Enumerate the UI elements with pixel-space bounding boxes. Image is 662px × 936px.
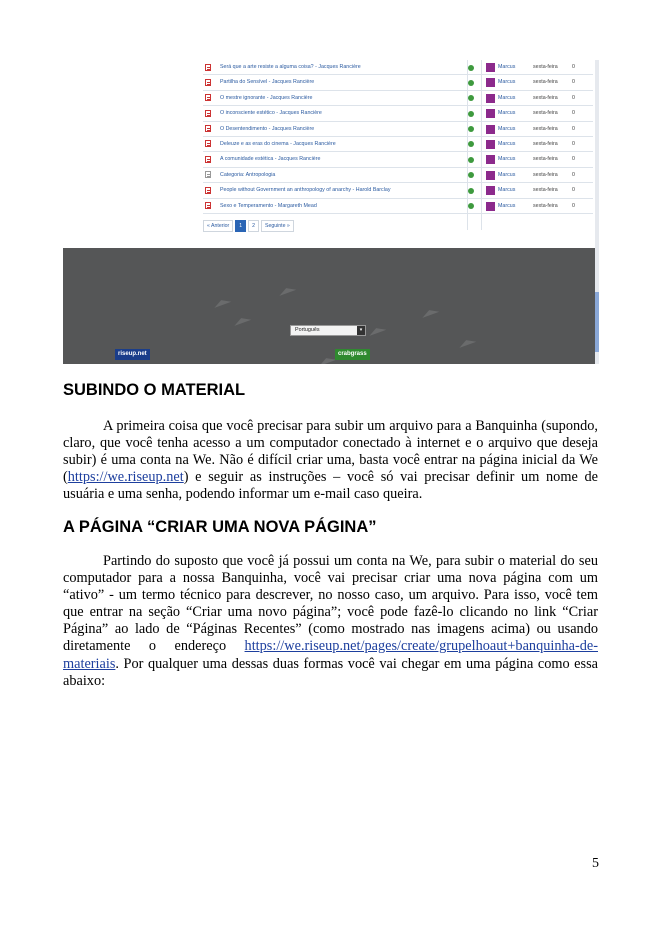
table-row[interactable] bbox=[203, 122, 593, 137]
avatar bbox=[486, 125, 495, 134]
comment-count: 0 bbox=[572, 64, 575, 70]
section-heading-criar-pagina: A PÁGINA “CRIAR UMA NOVA PÁGINA” bbox=[63, 518, 377, 536]
scrollbar[interactable] bbox=[595, 60, 599, 364]
paragraph-subindo bbox=[63, 418, 598, 503]
pdf-icon bbox=[205, 94, 211, 101]
status-dot-icon bbox=[468, 65, 474, 71]
chevron-down-icon: ▾ bbox=[357, 326, 365, 335]
updated-day: sexta-feira bbox=[533, 110, 558, 117]
paragraph-text: A primeira coisa que você precisar para subir um arquivo para a Banquinha (supondo, claro, que você tenha acesso a um computador conectado à internet e o arquivo que deseja subir) é uma conta na We. Não é difícil criar uma, basta você entrar na página inicial da We ( bbox=[63, 418, 598, 486]
user-link[interactable]: Marcus bbox=[498, 94, 516, 101]
comment-count: 0 bbox=[572, 140, 575, 147]
column-divider bbox=[481, 60, 482, 230]
table-row[interactable] bbox=[203, 106, 593, 121]
table-row[interactable] bbox=[203, 60, 593, 75]
table-row[interactable] bbox=[203, 183, 593, 198]
updated-day: sexta-feira bbox=[533, 79, 558, 86]
pdf-icon bbox=[205, 110, 211, 117]
updated-day: sexta-feira bbox=[533, 156, 558, 163]
page-title-link[interactable]: O inconsciente estético - Jacques Rancière bbox=[220, 110, 322, 117]
bird-decoration bbox=[278, 285, 297, 296]
table-row[interactable] bbox=[203, 168, 593, 183]
avatar bbox=[486, 140, 495, 149]
updated-day: sexta-feira bbox=[533, 64, 558, 70]
paragraph-text: . Por qualquer uma dessas duas formas você vai chegar em uma página como essa abaixo: bbox=[63, 655, 598, 689]
avatar bbox=[486, 78, 495, 87]
updated-day: sexta-feira bbox=[533, 140, 558, 147]
user-link[interactable]: Marcus bbox=[498, 187, 516, 194]
pdf-icon bbox=[205, 187, 211, 194]
page-title-link[interactable]: Partilha do Sensível - Jacques Rancière bbox=[220, 79, 315, 86]
crabgrass-description bbox=[335, 364, 565, 365]
riseup-description bbox=[115, 364, 305, 365]
comment-count: 0 bbox=[572, 202, 575, 209]
table-row[interactable] bbox=[203, 152, 593, 167]
pagination bbox=[203, 220, 294, 232]
we-riseup-link[interactable]: https://we.riseup.net bbox=[67, 469, 184, 486]
comment-count: 0 bbox=[572, 94, 575, 101]
user-link[interactable]: Marcus bbox=[498, 171, 516, 178]
user-link[interactable]: Marcus bbox=[498, 64, 516, 70]
bird-decoration bbox=[368, 325, 387, 336]
bird-decoration bbox=[318, 355, 337, 364]
pagination-page-1[interactable]: 1 bbox=[235, 220, 246, 232]
table-row[interactable] bbox=[203, 91, 593, 106]
pagination-next[interactable]: Seguinte » bbox=[261, 220, 294, 232]
table-row[interactable] bbox=[203, 199, 593, 214]
avatar bbox=[486, 94, 495, 103]
user-link[interactable]: Marcus bbox=[498, 156, 516, 163]
updated-day: sexta-feira bbox=[533, 171, 558, 178]
table-row[interactable] bbox=[203, 75, 593, 90]
status-dot-icon bbox=[468, 188, 474, 194]
page-title-link[interactable]: A comunidade estética - Jacques Rancière bbox=[220, 156, 321, 163]
pdf-icon bbox=[205, 79, 211, 86]
bird-decoration bbox=[458, 337, 477, 348]
user-link[interactable]: Marcus bbox=[498, 79, 516, 86]
status-dot-icon bbox=[468, 141, 474, 147]
avatar bbox=[486, 186, 495, 195]
page-title-link[interactable]: Categoria: Antropologia bbox=[220, 171, 276, 178]
comment-count: 0 bbox=[572, 125, 575, 132]
status-dot-icon bbox=[468, 203, 474, 209]
bird-decoration bbox=[213, 297, 232, 308]
status-dot-icon bbox=[468, 172, 474, 178]
comment-count: 0 bbox=[572, 156, 575, 163]
paragraph-text: Partindo do suposto que você já possui um conta na We, para subir o material do seu computador para a nossa Banquinha, você vai precisar criar uma nova página com um “ativo” - um termo técnico para descrever, no nosso caso, um arquivo. Para isso, você tem que entrar na seção “Criar uma novo página”; você pode fazê-lo clicando no link “Criar Página” ao lado de “Páginas Recentes” (como mostrado nas imagens acima) ou usando diretamente o endereço bbox=[63, 553, 598, 655]
comment-count: 0 bbox=[572, 187, 575, 194]
crabgrass-logo[interactable]: crabgrass bbox=[335, 349, 370, 360]
avatar bbox=[486, 155, 495, 164]
avatar bbox=[486, 171, 495, 180]
page-title-link[interactable]: O Desentendimento - Jacques Rancière bbox=[220, 125, 315, 132]
crabgrass-column bbox=[335, 349, 565, 364]
pdf-icon bbox=[205, 156, 211, 163]
status-dot-icon bbox=[468, 157, 474, 163]
page-list bbox=[203, 60, 593, 214]
pdf-icon bbox=[205, 64, 211, 71]
updated-day: sexta-feira bbox=[533, 125, 558, 132]
user-link[interactable]: Marcus bbox=[498, 125, 516, 132]
page-icon bbox=[205, 171, 211, 178]
comment-count: 0 bbox=[572, 110, 575, 117]
user-link[interactable]: Marcus bbox=[498, 110, 516, 117]
site-footer bbox=[63, 248, 595, 364]
pagination-prev[interactable]: « Anterior bbox=[203, 220, 233, 232]
section-heading-subindo: SUBINDO O MATERIAL bbox=[63, 381, 246, 399]
avatar bbox=[486, 202, 495, 211]
table-row[interactable] bbox=[203, 137, 593, 152]
pagination-page-2[interactable]: 2 bbox=[248, 220, 259, 232]
pdf-icon bbox=[205, 140, 211, 147]
comment-count: 0 bbox=[572, 171, 575, 178]
user-link[interactable]: Marcus bbox=[498, 140, 516, 147]
page-number: 5 bbox=[592, 856, 599, 871]
create-page-link[interactable]: https://we.riseup.net/pages/create/grupelhoaut+banquinha-de-materiais bbox=[63, 638, 598, 672]
riseup-column bbox=[115, 349, 305, 364]
status-dot-icon bbox=[468, 80, 474, 86]
page-title-link[interactable]: O mestre ignorante - Jacques Rancière bbox=[220, 94, 313, 101]
embedded-screenshot bbox=[63, 60, 599, 364]
riseup-logo[interactable]: riseup.net bbox=[115, 349, 150, 360]
page-title-link[interactable]: Sexo e Temperamento - Margareth Mead bbox=[220, 202, 317, 209]
pdf-icon bbox=[205, 125, 211, 132]
pdf-icon bbox=[205, 202, 211, 209]
page-title-link[interactable]: People without Government an anthropology of anarchy - Harold Barclay bbox=[220, 187, 391, 194]
page-title-link[interactable]: Será que a arte resiste a alguma coisa? - Jacques Rancière bbox=[220, 64, 361, 70]
bird-decoration bbox=[233, 315, 252, 326]
updated-day: sexta-feira bbox=[533, 187, 558, 194]
paragraph-text: ) e seguir as instruções – você só vai precisar definir um nome de usuária e uma senha, podendo informar um e-mail caso queira. bbox=[63, 469, 598, 503]
language-select-value: Português bbox=[295, 327, 320, 333]
comment-count: 0 bbox=[572, 79, 575, 86]
updated-day: sexta-feira bbox=[533, 94, 558, 101]
user-link[interactable]: Marcus bbox=[498, 202, 516, 209]
bird-decoration bbox=[421, 307, 440, 318]
column-divider bbox=[467, 60, 468, 230]
status-dot-icon bbox=[468, 111, 474, 117]
language-select[interactable] bbox=[290, 325, 366, 336]
status-dot-icon bbox=[468, 95, 474, 101]
updated-day: sexta-feira bbox=[533, 202, 558, 209]
paragraph-criar-pagina bbox=[63, 553, 598, 690]
status-dot-icon bbox=[468, 126, 474, 132]
avatar bbox=[486, 109, 495, 118]
page-title-link[interactable]: Deleuze e as eras do cinema - Jacques Rancière bbox=[220, 140, 336, 147]
avatar bbox=[486, 63, 495, 72]
